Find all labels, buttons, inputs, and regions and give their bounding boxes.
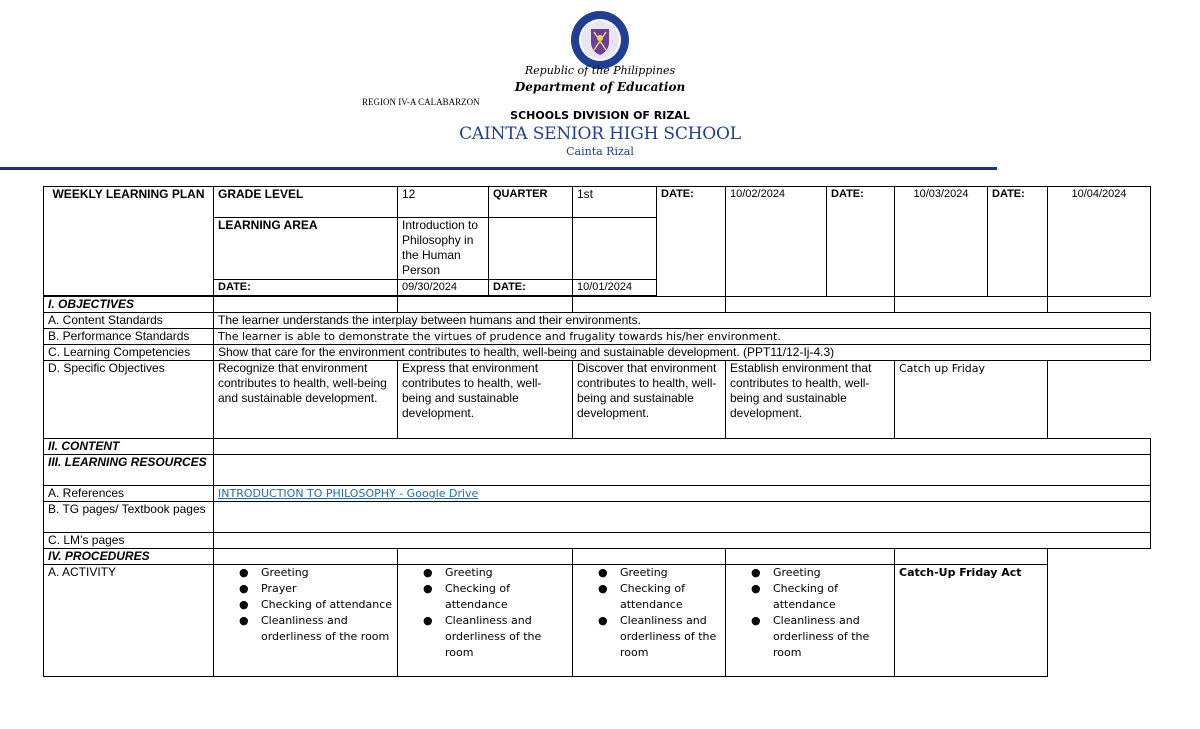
blank-cell [214,533,1151,549]
specific-objective-day1: Recognize that environment contributes to health, well-being and sustainable development. [214,361,398,439]
activity-list [596,565,721,661]
date-label-day1: DATE: [214,280,398,296]
specific-objectives-label: D. Specific Objectives [44,361,214,439]
quarter-label: QUARTER [489,187,573,218]
department-heading: Department of Education [514,80,686,94]
activity-list [421,565,568,661]
content-heading: II. CONTENT [44,439,214,455]
list-item: ● Cleanliness and orderliness of the room [445,613,568,661]
content-standards-label: A. Content Standards [44,313,214,329]
list-item: ● Prayer [261,581,393,597]
list-item: ● Checking of attendance [445,581,568,613]
specific-objective-day2: Express that environment contributes to health, well-being and sustainable development. [398,361,573,439]
blank-cell [214,297,398,313]
list-item: ● Greeting [261,565,393,581]
blank-cell [895,549,1048,565]
list-item: ● Greeting [445,565,568,581]
blank-cell [573,297,726,313]
date-value-day4: 10/03/2024 [895,187,988,297]
grade-level-label: GRADE LEVEL [214,187,398,218]
activity-day5: Catch-Up Friday Act [895,565,1048,677]
blank-cell [489,218,573,280]
list-item: ● Greeting [773,565,890,581]
performance-standards-label: B. Performance Standards [44,329,214,345]
tg-pages-label: B. TG pages/ Textbook pages [44,502,214,533]
learning-area-value: Introduction to Philosophy in the Human Person [398,218,489,280]
school-name: CAINTA SENIOR HIGH SCHOOL [459,124,741,144]
performance-standards-text: The learner is able to demonstrate the virtues of prudence and frugality towards his/her environment. [214,329,1151,345]
blank-cell [214,502,1151,533]
plan-title: WEEKLY LEARNING PLAN [44,187,214,296]
references-link[interactable]: INTRODUCTION TO PHILOSOPHY - Google Drive [218,487,479,500]
weekly-learning-plan-table [43,186,1151,677]
activity-day2 [398,565,573,677]
specific-objective-day3: Discover that environment contributes to health, well-being and sustainable development. [573,361,726,439]
references-cell [214,486,1151,502]
date-label-day4: DATE: [827,187,895,297]
date-label-day3: DATE: [657,187,726,297]
region-label: REGION IV-A CALABARZON [362,97,480,107]
blank-cell [214,455,1151,486]
list-item: ● Checking of attendance [773,581,890,613]
list-item: ● Greeting [620,565,721,581]
content-standards-text: The learner understands the interplay between humans and their environments. [214,313,1151,329]
lm-pages-label: C. LM’s pages [44,533,214,549]
learning-competencies-text: Show that care for the environment contributes to health, well-being and sustainable development. (PPT11/12-Ij-4.3) [214,345,1151,361]
list-item: ● Cleanliness and orderliness of the room [620,613,721,661]
learning-competencies-label: C. Learning Competencies [44,345,214,361]
republic-heading: Republic of the Philippines [524,64,676,77]
blank-cell [726,549,895,565]
learning-resources-heading: III. LEARNING RESOURCES [44,455,214,486]
blank-cell [398,297,573,313]
activity-label: A. ACTIVITY [44,565,214,677]
date-value-day3: 10/02/2024 [726,187,827,297]
header-divider [0,167,997,170]
list-item: ● Cleanliness and orderliness of the room [261,613,393,645]
blank-cell [214,439,1151,455]
date-value-day5: 10/04/2024 [1048,187,1151,297]
date-label-day5: DATE: [988,187,1048,297]
date-value-day2: 10/01/2024 [573,280,657,296]
school-location: Cainta Rizal [566,145,634,158]
list-item: ● Checking of attendance [261,597,393,613]
list-item: ● Cleanliness and orderliness of the room [773,613,890,661]
objectives-heading: I. OBJECTIVES [44,297,214,313]
deped-seal-logo [570,10,630,70]
activity-day4 [726,565,895,677]
specific-objective-day4: Establish environment that contributes to health, well-being and sustainable development. [726,361,895,439]
grade-level-value: 12 [398,187,489,218]
procedures-heading: IV. PROCEDURES [44,549,214,565]
references-label: A. References [44,486,214,502]
date-label-day2: DATE: [489,280,573,296]
activity-list [749,565,890,661]
specific-objective-day5: Catch up Friday [895,361,1048,439]
activity-day3 [573,565,726,677]
blank-cell [726,297,895,313]
date-value-day1: 09/30/2024 [398,280,489,296]
learning-area-label: LEARNING AREA [214,218,398,280]
activity-list [237,565,393,645]
division-heading: SCHOOLS DIVISION OF RIZAL [510,109,690,122]
blank-cell [398,549,573,565]
quarter-value: 1st [573,187,657,218]
blank-cell [573,549,726,565]
blank-cell [573,218,657,280]
blank-cell [895,297,1048,313]
blank-cell [214,549,398,565]
activity-day1 [214,565,398,677]
list-item: ● Checking of attendance [620,581,721,613]
